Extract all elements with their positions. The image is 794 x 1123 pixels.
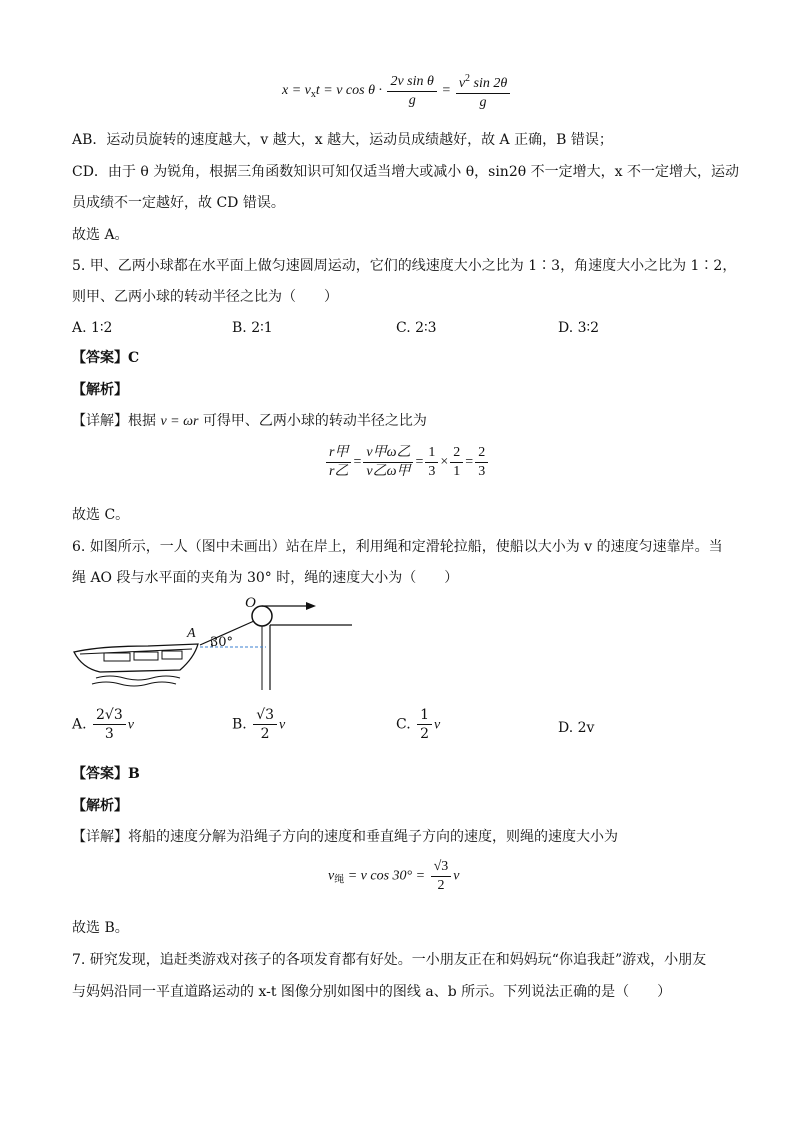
q5-stem-line1: 5. 甲、乙两小球都在水平面上做匀速圆周运动，它们的线速度大小之比为 1∶3，角速度大小之比为 1∶2， — [72, 258, 737, 274]
label-o: O — [245, 595, 256, 611]
q6-option-c: C. $\frac{1}{2}$ v — [396, 707, 441, 742]
boat-icon — [74, 644, 198, 686]
paragraph-ab: AB．运动员旋转的速度越大，v 越大，x 越大，运动员成绩越好，故 A 正确，B 错误； — [72, 132, 613, 148]
label-a: A — [187, 626, 196, 641]
q6-stem-line2: 绳 AO 段与水平面的夹角为 30° 时，绳的速度大小为（ ） — [72, 570, 459, 586]
choose-a: 故选 A。 — [72, 227, 129, 243]
fraction: $\frac{√3}{2}$ — [253, 706, 277, 743]
paragraph-cd-line2: 员成绩不一定越好，故 CD 错误。 — [72, 195, 285, 211]
q7-stem-line2: 与妈妈沿同一平直道路运动的 x-t 图像分别如图中的图线 a、b 所示。下列说法正确的是（ ） — [72, 984, 672, 1000]
fraction: $\frac{\text{r甲}}{\text{r乙}}$ — [326, 444, 351, 481]
fraction: $\frac{2√3}{3}$ — [93, 706, 126, 743]
equation-range-formula: $x = v_xt = v$ cos θ · $\frac{\text{2v sin θ}}{g}$ = $\frac{v^2 \sin 2\theta}{g}$ — [282, 70, 512, 112]
q6-detail: 【详解】将船的速度分解为沿绳子方向的速度和垂直绳子方向的速度，则绳的速度大小为 — [72, 829, 618, 845]
q6-option-a: A. $\frac{2√3}{3}$ v — [72, 707, 134, 742]
q7-stem-line1: 7. 研究发现，追赶类游戏对孩子的各项发育都有好处。一小朋友正在和妈妈玩“你追我赶”游戏，小朋友 — [72, 952, 707, 968]
arrow-right-icon — [306, 602, 316, 610]
q6-choose: 故选 B。 — [72, 920, 129, 936]
q5-stem-line2: 则甲、乙两小球的转动半径之比为（ ） — [72, 289, 338, 305]
q6-option-d: D. 2v — [558, 720, 595, 736]
q5-equation: $\frac{\text{r甲}}{\text{r乙}}$ = $\frac{\text{v甲ω乙}}{\text{v乙ω甲}}$ = $\frac{1}{3}$ × $\frac{2}{1}$ = $\frac{2}{3}$ — [324, 444, 490, 481]
fraction: $\frac{1}{3}$ — [425, 444, 438, 481]
q5-option-c: C. 2∶3 — [396, 320, 437, 336]
fraction: $\frac{\text{2v sin θ}}{g}$ — [387, 73, 436, 110]
q5-option-a: A. 1∶2 — [72, 320, 113, 336]
q5-option-d: D. 3∶2 — [558, 320, 600, 336]
q5-choose: 故选 C。 — [72, 507, 130, 523]
q5-detail: 【详解】根据 v = ωr 可得甲、乙两小球的转动半径之比为 — [72, 413, 427, 429]
q6-equation: $v_绳 = v$ cos 30° = $\frac{√3}{2}$ v — [328, 859, 460, 893]
q6-analysis-heading: 【解析】 — [72, 798, 128, 814]
paragraph-cd-line1: CD．由于 θ 为锐角，根据三角函数知识可知仅适当增大或减小 θ，sin2θ 不一定增大，x 不一定增大，运动 — [72, 164, 739, 180]
q6-option-b: B. $\frac{√3}{2}$ v — [232, 707, 286, 742]
q5-option-b: B. 2∶1 — [232, 320, 273, 336]
fraction: $\frac{2}{3}$ — [475, 444, 488, 481]
fraction: $\frac{1}{2}$ — [417, 706, 432, 743]
fraction: $\frac{\text{v甲ω乙}}{\text{v乙ω甲}}$ — [363, 444, 413, 481]
fraction: $\frac{2}{1}$ — [450, 444, 463, 481]
fraction: $\frac{v^2 \sin 2\theta}{g}$ — [456, 70, 510, 112]
fraction: $\frac{√3}{2}$ — [431, 858, 452, 895]
q5-analysis-heading: 【解析】 — [72, 382, 128, 398]
q6-answer: 【答案】B — [72, 766, 140, 782]
q6-stem-line1: 6. 如图所示，一人（图中未画出）站在岸上，利用绳和定滑轮拉船，使船以大小为 v 的速度匀速靠岸。当 — [72, 539, 723, 555]
angle-label: 30° — [210, 635, 234, 650]
q5-answer: 【答案】C — [72, 350, 140, 366]
